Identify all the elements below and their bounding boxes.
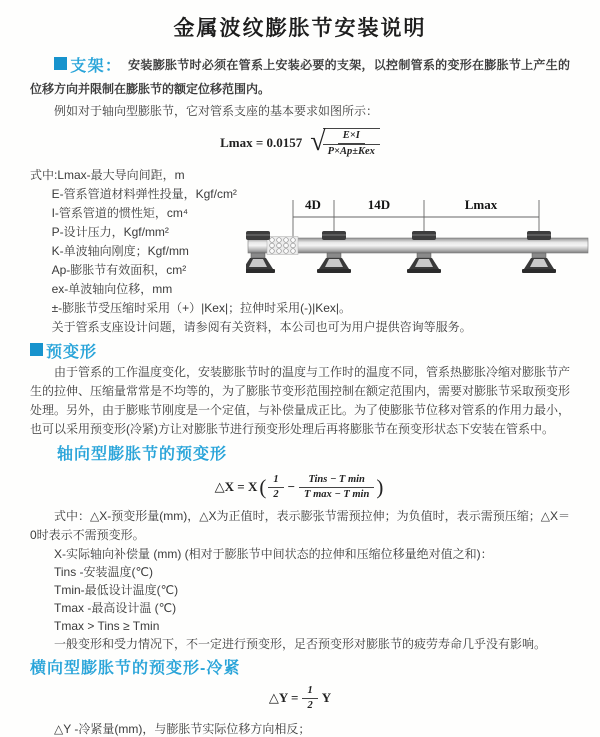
close-paren: )	[376, 475, 384, 499]
definition-item: K-单波轴向刚度；Kgf/mm	[51, 244, 189, 258]
axial-note: Tmax > Tins ≥ Tmin	[54, 619, 160, 633]
plus-minus-note: ±-膨胀节受压缩时采用（+）|Kex|；拉伸时采用(-)|Kex|。	[51, 301, 351, 315]
axial-note: Tins -安装温度(℃)	[54, 565, 154, 579]
lateral-subheading: 横向型膨胀节的预变形-冷紧	[30, 660, 241, 677]
definition-item: I-管系管道的惯性矩，cm⁴	[51, 206, 189, 220]
section-bullet-icon	[30, 343, 43, 356]
definition-item: ex-单波轴向位移，mm	[51, 282, 173, 296]
definition-item: 式中:Lmax-最大导向间距，m	[30, 168, 185, 182]
predeform-section-header	[30, 341, 570, 363]
support-intro-text: 安装膨胀节时必须在管系上安装必要的支架，以控制管系的变形在膨胀节上产生的位移方向并限制在膨胀节的额定位移范围内。	[30, 58, 570, 96]
support-example-line: 例如对于轴向型膨胀节，它对管系支座的基本要求如图所示：	[54, 104, 379, 118]
axial-note: X-实际轴向补偿量 (mm) (相对于膨胀节中间状态的拉伸和压缩位移量绝对值之和)：	[54, 547, 493, 561]
definition-item: E-管系管道材料弹性投量，Kgf/cm²	[51, 187, 237, 201]
formula-axial-temp-fraction	[299, 473, 374, 500]
predeform-body: 由于管系的工作温度变化，安装膨胀节时的温度与工作时的温度不同，管系热膨胀冷缩对膨胀节产生的拉伸、压缩量常常是不均等的，为了膨胀节变形范围控制在额定范围内，需要对膨胀节采取预变形处理。另外，由于膨账节刚度是一个定值，与补偿量成正比。为了使膨胀节位移对管系的作用力最小，也可以采用预变形(冷紧)方让对膨胀节进行预变形处理后再将膨胀节在预变形状态下安装在管系中。	[30, 365, 571, 436]
symbol-definition-list	[30, 166, 570, 337]
dim-label-lmax: Lmax	[464, 197, 498, 212]
dim-label-14d: 14D	[367, 197, 391, 212]
definition-item: Ap-膨胀节有效面积，cm²	[51, 263, 187, 277]
axial-subheading: 轴向型膨胀节的预变形	[57, 446, 228, 463]
formula-lmax-denominator: P×Ap±Kex	[323, 144, 380, 158]
half-denominator: 2	[268, 487, 283, 501]
lateral-note: △Y -冷紧量(mm)，与膨胀节实际位移方向相反；	[54, 722, 311, 736]
formula-axial-lhs: △X = X	[214, 479, 258, 494]
support-section-intro	[30, 54, 570, 100]
page-title: 金属波纹膨胀节安装说明	[173, 17, 427, 40]
formula-lateral	[30, 683, 570, 713]
support-section-heading: 支架：	[70, 58, 123, 75]
formula-lateral-half	[302, 684, 317, 711]
definition-item: P-设计压力，Kgf/mm²	[51, 225, 169, 239]
sqrt-icon: √	[310, 126, 326, 157]
open-paren: (	[259, 475, 267, 499]
half-numerator: 1	[307, 685, 313, 697]
axial-note: Tmax -最高设计温 (℃)	[54, 601, 177, 615]
formula-axial-half	[268, 473, 283, 500]
half-denominator: 2	[302, 698, 317, 712]
temp-denominator: T max − T min	[299, 487, 374, 501]
minus-sign: −	[287, 479, 296, 494]
dim-label-4d: 4D	[305, 197, 321, 212]
section-bullet-icon	[54, 57, 67, 70]
formula-lateral-lhs: △Y =	[268, 690, 299, 705]
formula-axial	[30, 470, 570, 504]
service-note: 关于管系支座设计问题，请参阅有关资料，本公司也可为用户提供咨询等服务。	[51, 320, 472, 334]
axial-note: 式中：△X-预变形量(mm)，△X为正值时，表示膨张节需预拉伸；为负值时，表示需预压缩；△X＝0时表示不需预变形。	[30, 509, 570, 542]
half-numerator: 1	[273, 474, 279, 486]
formula-lmax-fraction	[323, 128, 380, 157]
formula-lmax-lhs: Lmax = 0.0157	[220, 135, 303, 150]
formula-lmax	[30, 126, 570, 160]
temp-numerator: Tins − T min	[308, 474, 365, 486]
formula-lateral-rhs: Y	[321, 690, 332, 705]
axial-note: Tmin-最低设计温度(℃)	[54, 583, 179, 597]
formula-lmax-numerator: E×I	[338, 129, 365, 143]
predeform-section-heading: 预变形	[46, 344, 98, 361]
axial-note: 一般变形和受力情况下，不一定进行预变形，足否预变形对膨胀节的疲劳寿命几乎没有影响。	[54, 637, 547, 651]
